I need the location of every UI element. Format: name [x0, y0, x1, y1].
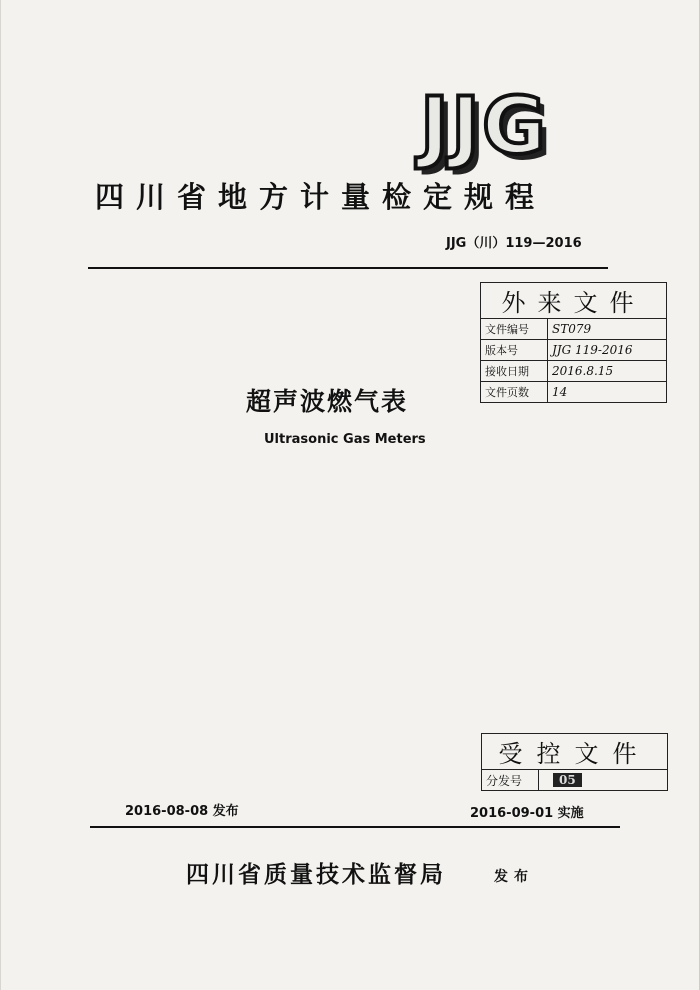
- stamp-row: [481, 361, 667, 382]
- series-title: 四川省地方计量检定规程: [95, 180, 547, 214]
- stamp-row: [481, 340, 667, 361]
- stamp-value-cell: [539, 770, 668, 791]
- stamp-label: 接收日期: [481, 361, 548, 382]
- jjg-logo: JJG: [420, 82, 549, 172]
- issue-date: 2016-08-08 发布: [125, 804, 239, 819]
- copy-number: 05: [553, 773, 582, 787]
- stamp-value: 2016.8.15: [548, 361, 667, 382]
- stamp-label: 文件编号: [481, 319, 548, 340]
- implementation-date: 2016-09-01 实施: [470, 806, 584, 821]
- issuing-authority: 四川省质量技术监督局: [186, 862, 446, 888]
- stamp-label: 分发号: [482, 770, 539, 791]
- stamp-heading: 受控文件: [482, 734, 668, 770]
- incoming-document-stamp: [480, 282, 667, 403]
- stamp-row: [481, 319, 667, 340]
- stamp-value: ST079: [548, 319, 667, 340]
- stamp-row: [482, 770, 668, 791]
- document-title-cn: 超声波燃气表: [246, 387, 409, 416]
- document-number: JJG（川）119—2016: [446, 236, 582, 251]
- stamp-value: JJG 119-2016: [548, 340, 667, 361]
- issuer-action: 发布: [494, 869, 534, 885]
- stamp-row: [481, 382, 667, 403]
- controlled-document-stamp: [481, 733, 668, 791]
- top-divider: [88, 267, 608, 269]
- stamp-label: 版本号: [481, 340, 548, 361]
- stamp-label: 文件页数: [481, 382, 548, 403]
- stamp-value: 14: [548, 382, 667, 403]
- stamp-heading: 外来文件: [481, 283, 667, 319]
- bottom-divider: [90, 826, 620, 828]
- document-title-en: Ultrasonic Gas Meters: [264, 432, 426, 447]
